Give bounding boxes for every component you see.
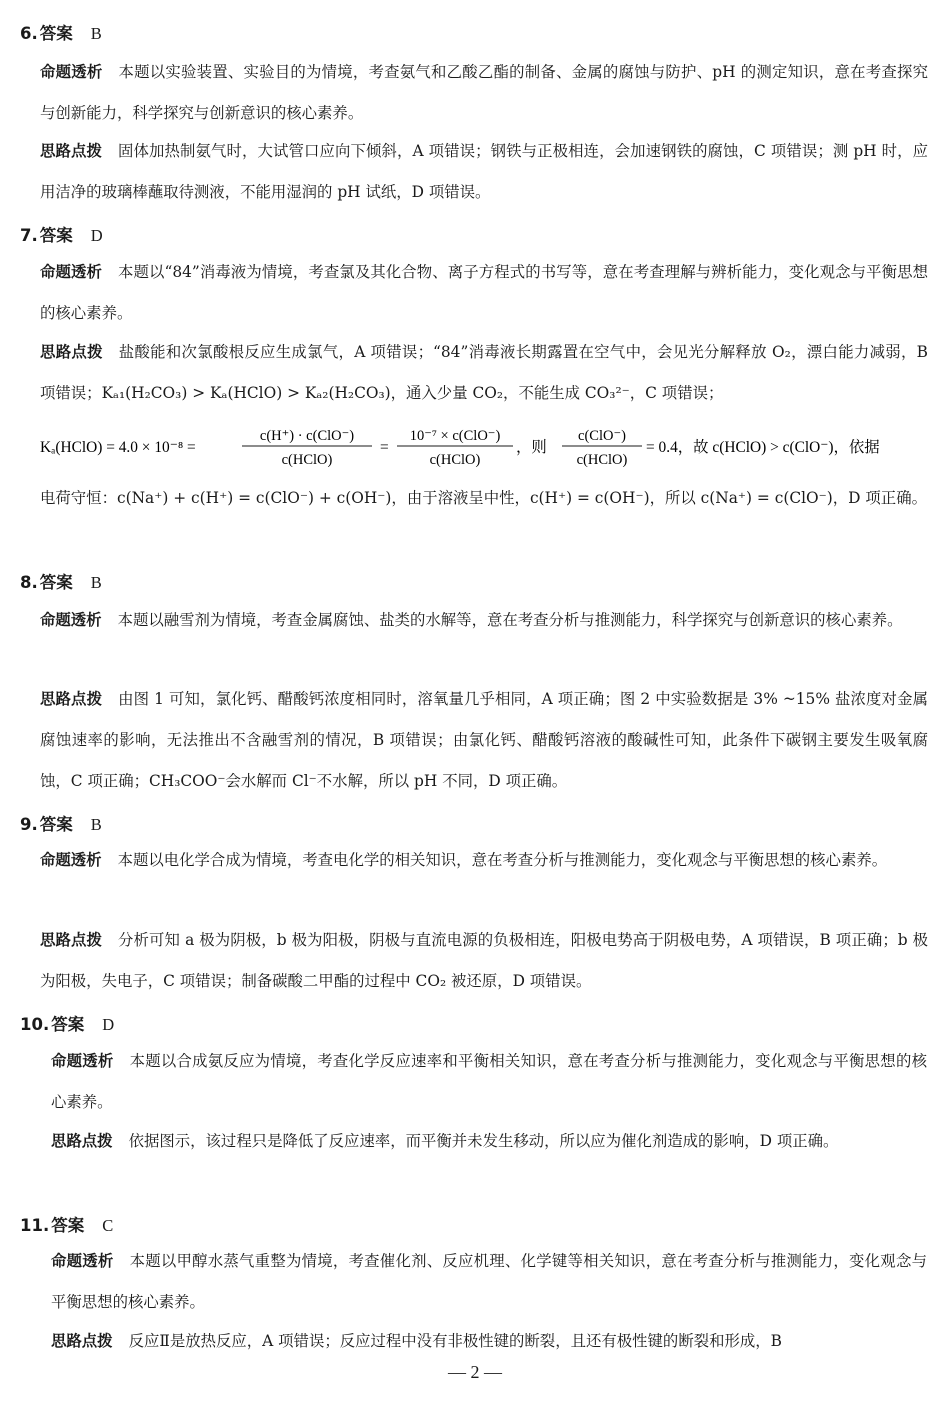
hint-label: 思路点拨	[40, 931, 103, 949]
answer-label: 答案	[51, 1216, 85, 1235]
question-8-answer	[20, 569, 102, 593]
question-10-hint	[51, 1121, 927, 1162]
fraction-3-numerator: c(ClO⁻)	[578, 428, 626, 444]
analysis-label: 命题透析	[40, 263, 102, 281]
hint-text: 分析可知 a 极为阴极，b 极为阳极，阴极与直流电源的负极相连，阳极电势高于阴极电势，A 项错误，B 项正确；b 极为阳极，失电子，C 项错误；制备碳酸二甲酯的过程中 CO₂ 被还原，D 项错误。	[40, 931, 928, 990]
hint-text-continued: 电荷守恒：c(Na⁺) + c(H⁺) = c(ClO⁻) + c(OH⁻)，由于溶液呈中性，c(H⁺) = c(OH⁻)，所以 c(Na⁺) = c(ClO⁻)，D 项正确。	[40, 489, 927, 507]
analysis-text: 本题以甲醇水蒸气重整为情境，考查催化剂、反应机理、化学键等相关知识，意在考查分析与推测能力，变化观念与平衡思想的核心素养。	[51, 1252, 927, 1311]
answer-label: 答案	[51, 1015, 85, 1034]
question-7-analysis	[40, 252, 928, 334]
page-number: — 2 —	[448, 1362, 502, 1382]
answer-value: C	[102, 1216, 114, 1235]
hint-label: 思路点拨	[40, 343, 103, 361]
hint-text: 由图 1 可知，氯化钙、醋酸钙浓度相同时，溶氧量几乎相同，A 项正确；图 2 中实验数据是 3% ~15% 盐浓度对金属腐蚀速率的影响，无法推出不含融雪剂的情况，B 项错误；由氯化钙、醋酸钙溶液的酸碱性可知，此条件下碳钢主要发生吸氧腐蚀，C 项正确；CH₃COO⁻会水解而 Cl⁻不水解，所以 pH 不同，D 项正确。	[40, 690, 928, 790]
question-11-analysis	[51, 1241, 927, 1323]
question-11-hint	[51, 1321, 927, 1362]
question-7-hint-continued	[40, 478, 928, 519]
fraction-2-numerator: 10⁻⁷ × c(ClO⁻)	[409, 428, 501, 444]
question-9-hint	[40, 920, 928, 1002]
answer-label: 答案	[39, 573, 73, 592]
hint-text: 依据图示，该过程只是降低了反应速率，而平衡并未发生移动，所以应为催化剂造成的影响，D 项正确。	[128, 1132, 839, 1150]
fraction-1-denominator: c(HClO)	[281, 452, 333, 468]
question-8-analysis	[40, 600, 928, 641]
question-6-hint	[40, 131, 928, 213]
question-11-answer	[20, 1212, 113, 1236]
analysis-text: 本题以“84”消毒液为情境，考查氯及其化合物、离子方程式的书写等，意在考查理解与辨析能力，变化观念与平衡思想的核心素养。	[40, 263, 928, 322]
hint-text: 反应Ⅱ是放热反应，A 项错误；反应过程中没有非极性键的断裂，且还有极性键的断裂和形成，B	[128, 1332, 782, 1350]
answer-value: B	[90, 573, 102, 592]
answer-value: B	[90, 815, 102, 834]
formula-rhs: = 0.4，故 c(HClO) > c(ClO⁻)，依据	[646, 439, 880, 456]
analysis-label: 命题透析	[40, 851, 102, 869]
analysis-text: 本题以电化学合成为情境，考查电化学的相关知识，意在考查分析与推测能力，变化观念与平衡思想的核心素养。	[117, 851, 888, 869]
analysis-text: 本题以实验装置、实验目的为情境，考查氨气和乙酸乙酯的制备、金属的腐蚀与防护、pH 的测定知识，意在考查探究与创新能力，科学探究与创新意识的核心素养。	[40, 63, 928, 122]
answer-label: 答案	[39, 815, 73, 834]
hint-label: 思路点拨	[40, 142, 102, 160]
question-10-analysis	[51, 1041, 927, 1123]
answer-label: 答案	[39, 24, 73, 43]
question-10-answer	[20, 1011, 114, 1035]
question-number: 9.	[20, 815, 38, 834]
answer-label: 答案	[39, 226, 73, 245]
hint-label: 思路点拨	[40, 690, 103, 708]
question-number: 6.	[20, 24, 38, 43]
question-7-hint	[40, 332, 928, 414]
hint-label: 思路点拨	[51, 1132, 113, 1150]
fraction-2-denominator: c(HClO)	[429, 452, 481, 468]
question-7-answer	[20, 222, 103, 246]
formula-connector: ，则	[516, 439, 547, 456]
answer-value: B	[90, 24, 102, 43]
answer-value: D	[90, 226, 103, 245]
analysis-label: 命题透析	[51, 1052, 114, 1070]
question-number: 8.	[20, 573, 38, 592]
equilibrium-formula	[40, 423, 930, 467]
question-number: 7.	[20, 226, 38, 245]
question-number: 11.	[20, 1216, 50, 1235]
question-9-analysis	[40, 840, 928, 881]
question-6-answer	[20, 20, 102, 44]
analysis-text: 本题以融雪剂为情境，考查金属腐蚀、盐类的水解等，意在考查分析与推测能力，科学探究与创新意识的核心素养。	[117, 611, 903, 629]
fraction-3-denominator: c(HClO)	[576, 452, 628, 468]
formula-lhs: Kₐ(HClO) = 4.0 × 10⁻⁸ =	[40, 439, 196, 456]
question-number: 10.	[20, 1015, 50, 1034]
analysis-label: 命题透析	[40, 611, 102, 629]
formula-svg	[40, 423, 930, 471]
answer-value: D	[102, 1015, 115, 1034]
question-9-answer	[20, 811, 102, 835]
hint-text: 固体加热制氨气时，大试管口应向下倾斜，A 项错误；钢铁与正极相连，会加速钢铁的腐蚀，C 项错误；测 pH 时，应用洁净的玻璃棒蘸取待测液，不能用湿润的 pH 试纸，D 项错误。	[40, 142, 928, 201]
analysis-text: 本题以合成氨反应为情境，考查化学反应速率和平衡相关知识，意在考查分析与推测能力，变化观念与平衡思想的核心素养。	[51, 1052, 927, 1111]
equals-sign: =	[380, 439, 389, 456]
hint-label: 思路点拨	[51, 1332, 113, 1350]
analysis-label: 命题透析	[40, 63, 103, 81]
question-6-analysis	[40, 52, 928, 134]
fraction-1-numerator: c(H⁺) · c(ClO⁻)	[259, 428, 355, 444]
hint-text: 盐酸能和次氯酸根反应生成氯气，A 项错误；“84”消毒液长期露置在空气中，会见光分解释放 O₂，漂白能力减弱，B 项错误；Kₐ₁(H₂CO₃) > Kₐ(HClO) > Kₐ₂(H₂CO₃)，通入少量 CO₂，不能生成 CO₃²⁻，C 项错误；	[40, 343, 928, 402]
analysis-label: 命题透析	[51, 1252, 114, 1270]
question-8-hint	[40, 679, 928, 802]
